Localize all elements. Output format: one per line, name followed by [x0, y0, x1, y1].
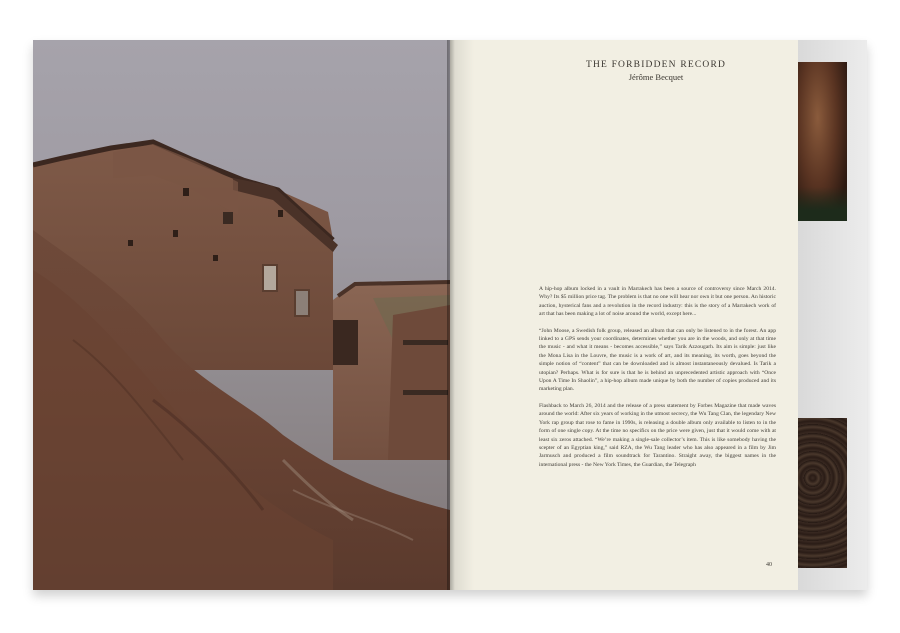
kasbah-photo	[33, 40, 450, 590]
article-body	[539, 285, 776, 477]
paragraph-3: Flashback to March 26, 2014 and the release of a press statement by Forbes Magazine that made waves around the world: After six years of working in the utmost secrecy, the Wu Tang Clan, the legendary New York rap group that rose to fame in 1990s, is releasing a double album only available to listen to in the form of one single copy. At the time no specifics on the price were given, just that it would come with at least six zeros attached. “We’re making a single-sale collector’s item. This is like somebody having the scepter of an Egyptian king,” said RZA, the Wu Tang leader who has also appeared in a film by Jim Jarmusch and produced a film soundtrack for Tarantino. Straight away, the biggest names in the international press - the New York Times, the Guardian, the Telegraph	[539, 402, 776, 468]
article-title: THE FORBIDDEN RECORD	[585, 60, 727, 70]
paragraph-1: A hip-hop album locked in a vault in Marrakech has been a source of controversy since March 2014. Why? Its $5 million price tag. The problem is that no one will hear nor own it but one person. An historic auction, hysterical fans and a revolution in the record industry: this is the story of a Marrakech work of art that has been making a lot of noise around the world, except here...	[539, 286, 776, 318]
paragraph-2: “John Moose, a Swedish folk group, released an album that can only be listened to in the forest. An app linked to a GPS sends your coordinates, determines whether you are in the woods, and only at that time the music - and what it means - becomes accessible,” says Tarik Azzougarh. Its aim is simple: just like the Mona Lisa in the Louvre, the music is a work of art, and its meaning, its worth, goes beyond the simple notion of “content” that can be downloaded and is almost instantaneously devalued. Is Tarik a utopian? Perhaps. What is for sure is that he is behind an unprecedented artistic approach with “Once Upon A Time In Shaolin”, a hip-hop album made unique by both the number of copies produced and its marketing plan.	[539, 327, 776, 393]
next-page-photo-top	[798, 62, 847, 221]
next-page-photo-bottom	[798, 418, 847, 568]
spine-gutter	[447, 40, 455, 590]
article-author: Jérôme Becquet	[628, 72, 684, 82]
kasbah-illustration	[33, 40, 450, 590]
page-number: 40	[766, 562, 772, 568]
